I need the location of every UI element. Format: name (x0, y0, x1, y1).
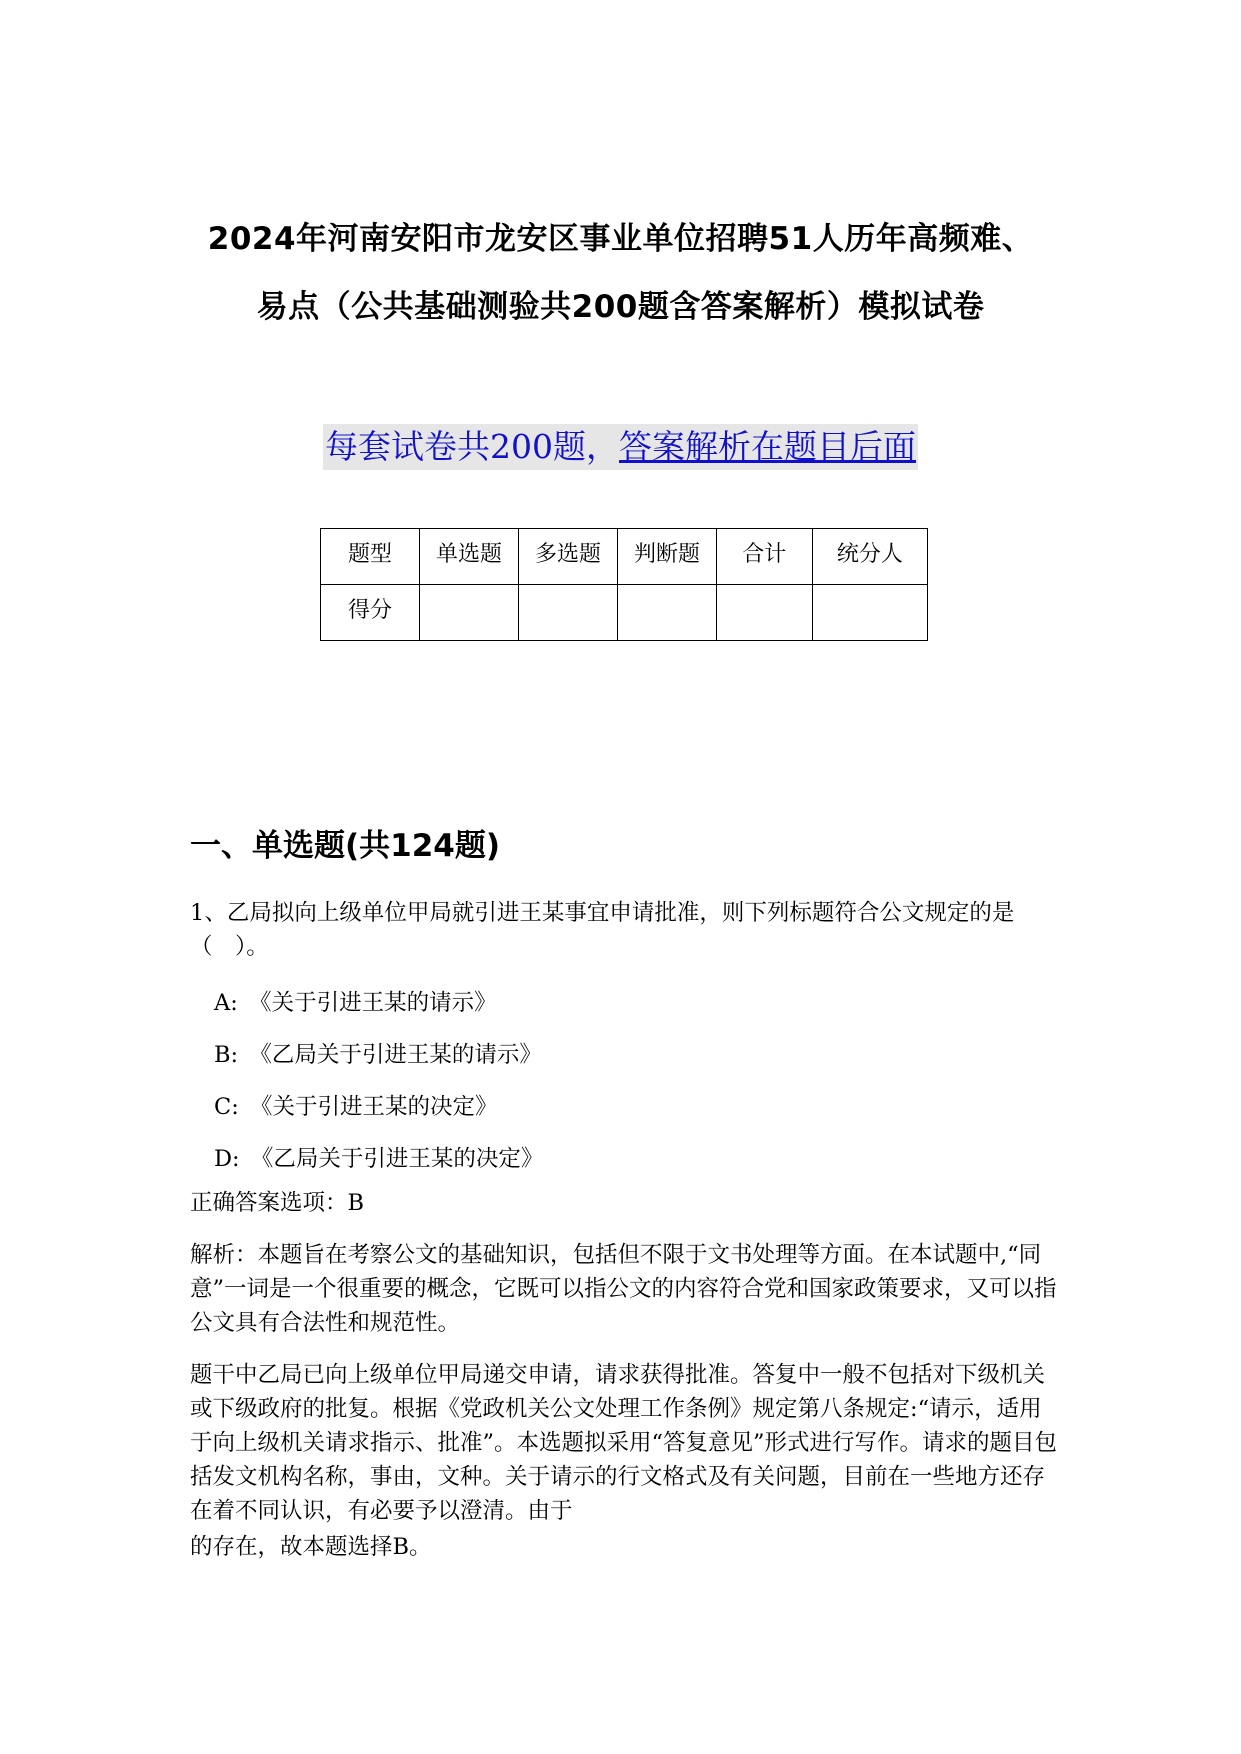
banner-text: 每套试卷共200题， (325, 427, 619, 466)
score-header-cell: 多选题 (518, 529, 617, 585)
score-header-cell: 题型 (321, 529, 420, 585)
banner-highlight (323, 424, 918, 470)
score-cell[interactable] (617, 585, 716, 641)
banner (0, 424, 1241, 470)
analysis-paragraph: 解析：本题旨在考察公文的基础知识，包括但不限于文书处理等方面。在本试题中,“同意”一词是一个很重要的概念，它既可以指公文的内容符合党和国家政策要求，又可以指公文具有合法性和规范性。 (190, 1242, 1057, 1336)
score-cell[interactable] (518, 585, 617, 641)
score-table (320, 528, 928, 641)
banner-link[interactable]: 答案解析在题目后面 (619, 427, 916, 466)
score-cell[interactable] (716, 585, 812, 641)
title-line-2: 易点（公共基础测验共200题含答案解析）模拟试卷 (256, 289, 985, 325)
option-c[interactable]: C: 《关于引进王某的决定》 (214, 1094, 498, 1120)
score-header-cell: 统分人 (812, 529, 927, 585)
analysis-conclusion: 的存在，故本题选择B。 (190, 1534, 432, 1560)
section-heading: 一、单选题(共124题) (190, 828, 501, 864)
title-line-1: 2024年河南安阳市龙安区事业单位招聘51人历年高频难、 (207, 221, 1034, 257)
score-header-cell: 判断题 (617, 529, 716, 585)
score-header-cell: 单选题 (419, 529, 518, 585)
document-title (130, 205, 1111, 341)
option-b[interactable]: B: 《乙局关于引进王某的请示》 (214, 1042, 542, 1068)
option-list (214, 977, 543, 1185)
option-d[interactable]: D: 《乙局关于引进王某的决定》 (214, 1146, 544, 1172)
score-cell[interactable] (419, 585, 518, 641)
score-header-cell: 合计 (716, 529, 812, 585)
option-a[interactable]: A: 《关于引进王某的请示》 (214, 990, 497, 1016)
score-table-header-row (321, 529, 928, 585)
score-table-row (321, 585, 928, 641)
question-stem: 1、乙局拟向上级单位甲局就引进王某事宜申请批准，则下列标题符合公文规定的是（ ）。 (190, 900, 1015, 960)
score-cell[interactable] (812, 585, 927, 641)
correct-answer: 正确答案选项：B (190, 1190, 365, 1216)
analysis-paragraph-2: 题干中乙局已向上级单位甲局递交申请，请求获得批准。答复中一般不包括对下级机关或下级政府的批复。根据《党政机关公文处理工作条例》规定第八条规定:“请示，适用于向上级机关请求指示、批准”。本选题拟采用“答复意见”形式进行写作。请求的题目包括发文机构名称，事由，文种。关于请示的行文格式及有关问题，目前在一些地方还存在着不同认识，有必要予以澄清。由于 (190, 1362, 1058, 1524)
score-row-label: 得分 (321, 585, 420, 641)
